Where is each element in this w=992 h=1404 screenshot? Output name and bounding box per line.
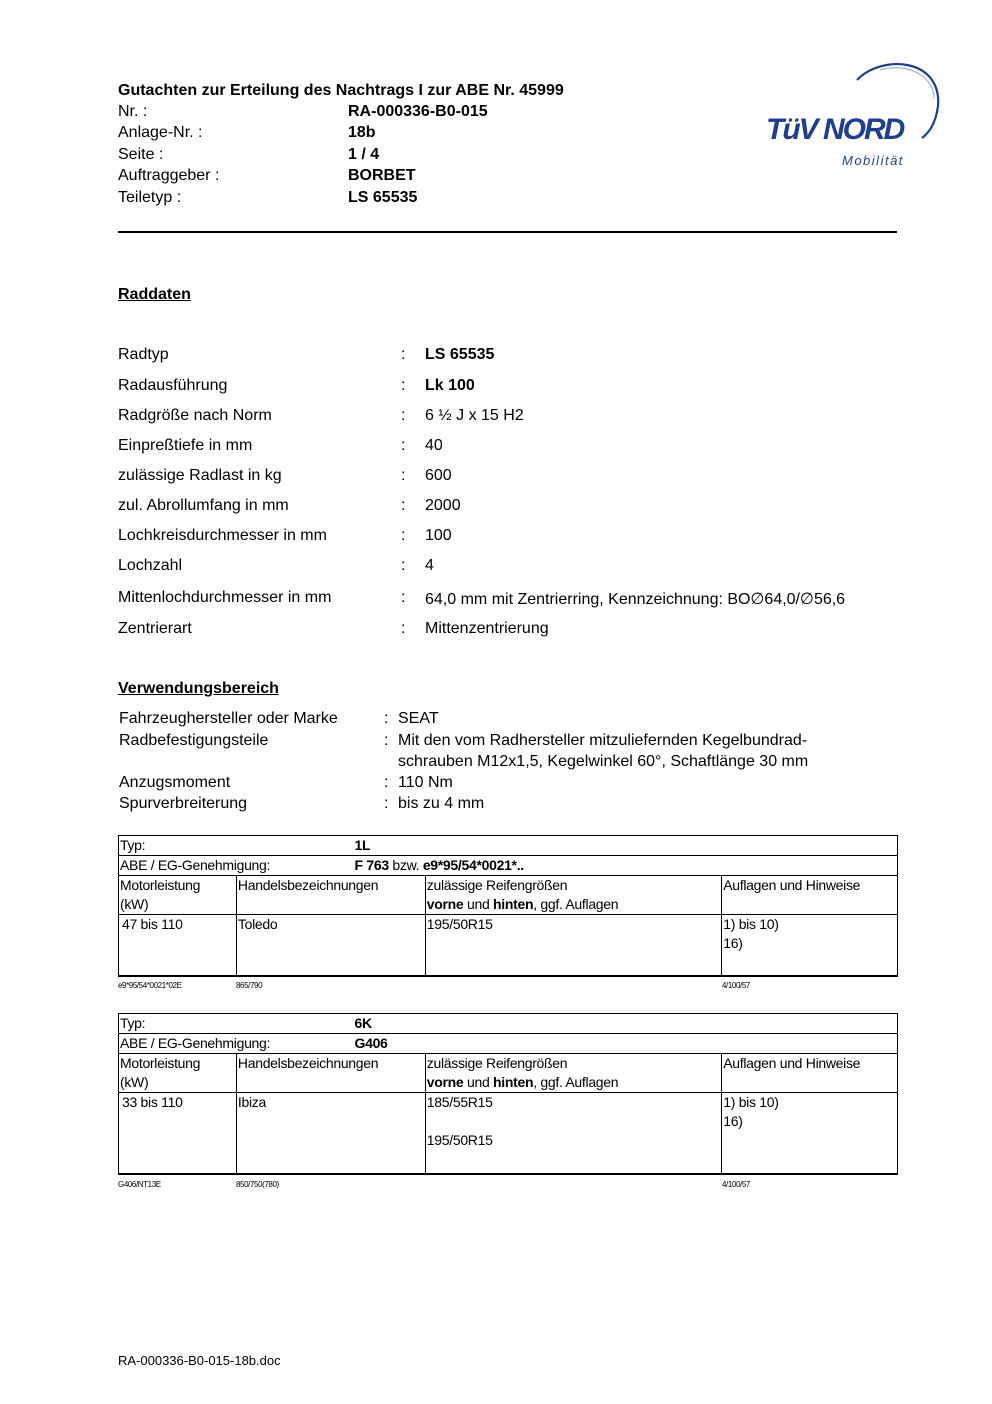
header-value: BORBET <box>348 167 416 184</box>
abe-cell <box>119 856 898 876</box>
cell-hinweise <box>722 915 898 976</box>
raddaten-label: Einpreßtiefe in mm <box>118 437 253 454</box>
hinweis-text: 1) bis 10) <box>723 1094 779 1110</box>
raddaten-row <box>118 377 918 399</box>
raddaten-row <box>118 589 918 611</box>
hinweis-text: 1) bis 10) <box>723 916 779 932</box>
verwendung-label: Radbefestigungsteile <box>119 732 269 749</box>
typ-label: Typ: <box>120 1015 146 1031</box>
verwendung-value: bis zu 4 mm <box>398 795 485 812</box>
cell-handelsbezeichnung: Toledo <box>236 915 425 976</box>
cell-handelsbezeichnung: Ibiza <box>236 1093 425 1174</box>
tuev-nord-arc-icon <box>762 58 942 170</box>
raddaten-value: 6 ½ J x 15 H2 <box>425 407 524 424</box>
abe-values <box>355 856 524 875</box>
verwendung-value: 110 Nm <box>398 774 453 791</box>
raddaten-row <box>118 467 918 489</box>
raddaten-value: 100 <box>425 527 452 544</box>
raddaten-row <box>118 437 918 459</box>
header-text: hinten <box>493 1074 534 1090</box>
reifen-text: 195/50R15 <box>426 1132 493 1148</box>
raddaten-colon: : <box>401 467 406 484</box>
table-row <box>119 1093 898 1174</box>
table-footnote-code: G406/NT13E <box>118 1180 161 1189</box>
typ-cell <box>119 836 898 856</box>
logo-sub: Mobilität <box>842 153 904 168</box>
table-footnote-code: 4/100/57 <box>722 1180 750 1189</box>
verwendung-value: SEAT <box>398 710 439 727</box>
raddaten-label: Lochzahl <box>118 557 183 574</box>
abe-label: ABE / EG-Genehmigung: <box>120 1035 271 1051</box>
verwendung-label: Anzugsmoment <box>119 774 231 791</box>
abe-label: ABE / EG-Genehmigung: <box>120 857 271 873</box>
header-label: Teiletyp : <box>118 189 182 206</box>
typ-value: 6K <box>354 1015 372 1031</box>
raddaten-row <box>118 346 918 368</box>
cell-reifengroessen <box>425 1093 721 1174</box>
reifen-text: 185/55R15 <box>426 1094 493 1110</box>
cell-reifengroessen: 195/50R15 <box>425 915 721 976</box>
header-text: zulässige Reifengrößen <box>426 1055 568 1071</box>
header-text: und <box>463 896 494 912</box>
footer-filename: RA-000336-B0-015-18b.doc <box>118 1353 281 1368</box>
header-label: Anlage-Nr. : <box>118 124 203 141</box>
typ-row <box>119 836 898 856</box>
verwendung-label: Spurverbreiterung <box>119 795 248 812</box>
raddaten-value: 2000 <box>425 497 461 514</box>
header-motorleistung <box>119 1054 237 1093</box>
raddaten-colon: : <box>401 407 406 424</box>
abe-row <box>119 856 898 876</box>
header-label: Seite : <box>118 146 164 163</box>
header-text: (kW) <box>120 896 149 912</box>
verwendung-colon: : <box>384 774 389 791</box>
typ-cell <box>119 1014 898 1034</box>
verwendung-value: schrauben M12x1,5, Kegelwinkel 60°, Schaftlänge 30 mm <box>398 753 809 770</box>
cell-hinweise <box>722 1093 898 1174</box>
raddaten-row <box>118 407 918 429</box>
raddaten-value: 4 <box>425 557 434 574</box>
raddaten-value: Mittenzentrierung <box>425 620 549 637</box>
header-auflagen-hinweise: Auflagen und Hinweise <box>722 876 898 915</box>
verwendung-colon: : <box>384 710 389 727</box>
section-title-raddaten: Raddaten <box>118 286 191 303</box>
cell-motorleistung: 47 bis 110 <box>119 915 237 976</box>
typ-row <box>119 1014 898 1034</box>
raddaten-row <box>118 620 918 642</box>
header-reifengroessen <box>425 876 721 915</box>
raddaten-label: Radtyp <box>118 346 169 363</box>
abe-cell <box>119 1034 898 1054</box>
raddaten-label: Radgröße nach Norm <box>118 407 272 424</box>
raddaten-label: Radausführung <box>118 377 228 394</box>
header-text: Motorleistung <box>120 877 201 893</box>
verwendung-label: Fahrzeughersteller oder Marke <box>119 710 338 727</box>
column-header-row <box>119 1054 898 1093</box>
abe-value-b: e9*95/54*0021*.. <box>422 857 524 873</box>
raddaten-label: Zentrierart <box>118 620 192 637</box>
raddaten-colon: : <box>401 346 406 363</box>
raddaten-colon: : <box>401 377 406 394</box>
header-text: , ggf. Auflagen <box>533 1074 619 1090</box>
raddaten-row <box>118 497 918 519</box>
hinweis-text: 16) <box>723 1113 743 1129</box>
header-label: Auftraggeber : <box>118 167 220 184</box>
header-text: vorne <box>426 1074 464 1090</box>
raddaten-label: Lochkreisdurchmesser in mm <box>118 527 327 544</box>
vehicle-table-6k <box>118 1013 898 1175</box>
abe-mid: bzw. <box>388 857 423 873</box>
header-text: Motorleistung <box>120 1055 201 1071</box>
raddaten-row <box>118 527 918 549</box>
header-value: 18b <box>348 124 376 141</box>
header-value: 1 / 4 <box>348 146 380 163</box>
header-reifengroessen <box>425 1054 721 1093</box>
header-divider <box>118 231 897 233</box>
header-value: LS 65535 <box>348 189 418 206</box>
abe-values <box>355 1034 388 1053</box>
document-title: Gutachten zur Erteilung des Nachtrags I zur ABE Nr. 45999 <box>118 82 564 99</box>
cell-motorleistung: 33 bis 110 <box>119 1093 237 1174</box>
raddaten-colon: : <box>401 437 406 454</box>
column-header-row <box>119 876 898 915</box>
section-title-verwendungsbereich: Verwendungsbereich <box>118 680 279 697</box>
header-text: vorne <box>426 896 464 912</box>
vehicle-table-1l <box>118 835 898 977</box>
logo-brand: TüV NORD <box>766 113 904 146</box>
abe-value-a: F 763 <box>354 857 389 873</box>
raddaten-value: LS 65535 <box>425 346 495 363</box>
raddaten-label: Mittenlochdurchmesser in mm <box>118 589 332 606</box>
table-footnote-code: e9*95/54*0021*02E <box>118 981 182 990</box>
header-text: zulässige Reifengrößen <box>426 877 568 893</box>
typ-value: 1L <box>354 837 371 853</box>
header-value: RA-000336-B0-015 <box>348 103 488 120</box>
typ-label: Typ: <box>120 837 146 853</box>
verwendung-colon: : <box>384 732 389 749</box>
raddaten-label: zul. Abrollumfang in mm <box>118 497 289 514</box>
abe-row <box>119 1034 898 1054</box>
raddaten-colon: : <box>401 589 406 606</box>
hinweis-text: 16) <box>723 935 743 951</box>
raddaten-row <box>118 557 918 579</box>
header-handelsbezeichnungen: Handelsbezeichnungen <box>236 1054 425 1093</box>
raddaten-colon: : <box>401 497 406 514</box>
header-text: , ggf. Auflagen <box>533 896 619 912</box>
header-text: (kW) <box>120 1074 149 1090</box>
header-text: und <box>463 1074 494 1090</box>
header-motorleistung <box>119 876 237 915</box>
abe-value-a: G406 <box>354 1035 388 1051</box>
table-row <box>119 915 898 976</box>
header-auflagen-hinweise: Auflagen und Hinweise <box>722 1054 898 1093</box>
raddaten-colon: : <box>401 527 406 544</box>
raddaten-colon: : <box>401 557 406 574</box>
verwendung-value: Mit den vom Radhersteller mitzuliefernden Kegelbundrad- <box>398 732 808 749</box>
table-footnote-code: 4/100/57 <box>722 981 750 990</box>
table-footnote-code: 850/750(780) <box>236 1180 279 1189</box>
raddaten-label: zulässige Radlast in kg <box>118 467 282 484</box>
verwendung-colon: : <box>384 795 389 812</box>
table-footnote-code: 865/790 <box>236 981 263 990</box>
raddaten-colon: : <box>401 620 406 637</box>
tuev-nord-logo <box>762 58 942 170</box>
header-label: Nr. : <box>118 103 148 120</box>
raddaten-value: Lk 100 <box>425 377 475 394</box>
header-text: hinten <box>493 896 534 912</box>
header-handelsbezeichnungen: Handelsbezeichnungen <box>236 876 425 915</box>
raddaten-value: 40 <box>425 437 443 454</box>
raddaten-value: 600 <box>425 467 452 484</box>
raddaten-value: 64,0 mm mit Zentrierring, Kennzeichnung: BO∅64,0/∅56,6 <box>425 591 846 608</box>
